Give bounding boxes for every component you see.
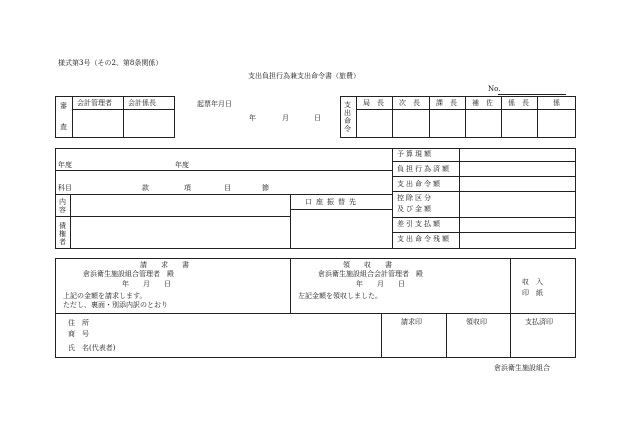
- approval-col-assistant: 補 佐: [472, 99, 493, 107]
- footer-organization: 倉浜衛生施設組合: [494, 364, 550, 372]
- draft-date-day: 日: [314, 114, 321, 122]
- review-col-accounting-manager: 会計管理者: [77, 99, 112, 107]
- invoice-heading: 請 求 書: [140, 261, 189, 269]
- amount-deduction-amount: 及び金額: [397, 205, 433, 213]
- approval-col-director: 局 長: [363, 99, 384, 107]
- no-underline: [498, 94, 566, 95]
- amount-order-remaining: 支出命令残額: [397, 235, 451, 243]
- approval-col-section-chief: 課 長: [436, 99, 457, 107]
- invoice-addressee: 倉浜衛生施設組合管理者 殿: [83, 270, 174, 278]
- form-id: 様式第3号（その2、第8条関係）: [58, 59, 163, 67]
- approval-col-subsection-chief: 係 長: [508, 99, 529, 107]
- amount-net-payment: 差引支払額: [397, 220, 442, 228]
- revenue-stamp-top: 収 入: [522, 278, 543, 286]
- amount-budget-current: 予算現額: [397, 150, 433, 158]
- approval-label: 支出命令: [344, 101, 351, 133]
- setsu-label: 節: [262, 184, 269, 192]
- fiscal-year-label: 年度: [58, 161, 72, 169]
- receipt-line-1: 左記金額を領収しました。: [298, 292, 382, 300]
- review-label-bottom: 査: [60, 123, 67, 131]
- moku-label: 目: [224, 184, 231, 192]
- form-title: 支出負担行為兼支出命令書（旅費）: [248, 72, 360, 80]
- receipt-heading: 領 収 書: [343, 261, 392, 269]
- approval-col-staff: 係: [553, 99, 560, 107]
- seal-receipt: 領収印: [466, 318, 487, 326]
- no-label: No.: [488, 85, 501, 93]
- amount-obligated: 負担行為済額: [397, 165, 451, 173]
- subject-label: 科目: [58, 184, 72, 192]
- invoice-date: 年 月 日: [122, 280, 171, 288]
- review-col-accounting-chief: 会計係長: [128, 99, 156, 107]
- representative-name-label: 氏 名(代表者): [68, 344, 116, 352]
- seal-invoice: 請求印: [401, 318, 422, 326]
- receipt-date: 年 月 日: [356, 280, 405, 288]
- draft-date-year: 年: [249, 114, 256, 122]
- draft-date-month: 月: [282, 114, 289, 122]
- creditor-label: 債権者: [59, 222, 66, 246]
- account-transfer-label: 口座振替先: [305, 198, 360, 206]
- kan-label: 款: [142, 184, 149, 192]
- draft-date-label: 起票年月日: [197, 100, 232, 108]
- review-box: [55, 96, 175, 138]
- content-label: 内容: [59, 198, 66, 214]
- approval-col-deputy-director: 次 長: [399, 99, 420, 107]
- address-label: 住 所: [68, 319, 89, 327]
- receipt-addressee: 倉浜衛生施設組合会計管理者 殿: [318, 270, 423, 278]
- seal-paid: 支払済印: [525, 318, 553, 326]
- kou-label: 項: [184, 184, 191, 192]
- revenue-stamp-bottom: 印 紙: [522, 289, 543, 297]
- amount-payment-order: 支出命令額: [397, 180, 442, 188]
- invoice-line-1: 上記の金額を請求します。: [63, 292, 147, 300]
- fiscal-year-label-2: 年度: [175, 161, 189, 169]
- invoice-line-2: ただし、裏面・別添内訳のとおり: [63, 301, 168, 309]
- review-label-top: 審: [60, 102, 67, 110]
- trade-name-label: 商 号: [68, 330, 89, 338]
- amount-deduction-type: 控除区分: [397, 194, 433, 202]
